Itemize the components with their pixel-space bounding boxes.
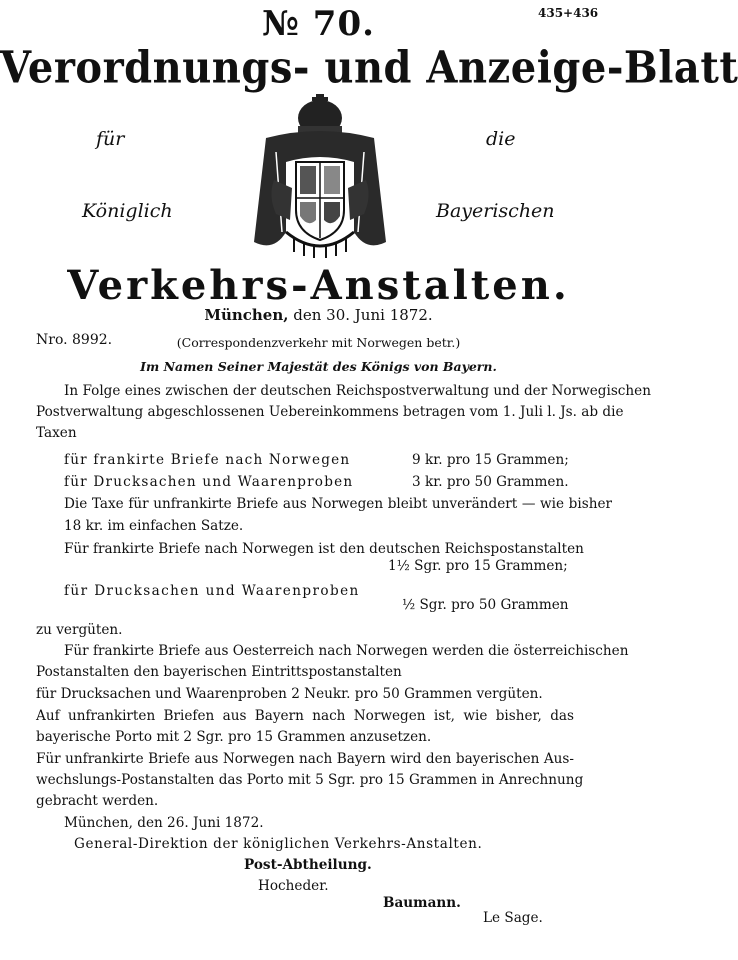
body-line: In Folge eines zwischen der deutschen Reichspostverwaltung und der Norwegischen xyxy=(64,383,651,399)
rate-label: für Drucksachen und Waarenproben xyxy=(64,474,354,490)
body-line: zu vergüten. xyxy=(36,622,123,638)
publication-title: Verordnungs- und Anzeige-Blatt xyxy=(0,41,738,94)
document-topic: (Correspondenzverkehr mit Norwegen betr.) xyxy=(176,335,461,350)
body-line: Die Taxe für unfrankirte Briefe aus Norwegen bleibt unverändert — wie bisher xyxy=(64,496,612,512)
rate-label: für Drucksachen und Waarenproben xyxy=(64,583,360,599)
body-line: 18 kr. im einfachen Satze. xyxy=(64,518,244,534)
signature-hocheder: Hocheder. xyxy=(258,878,329,894)
body-line: Postanstalten den bayerischen Eintrittspostanstalten xyxy=(36,664,402,680)
body-line: Für unfrankirte Briefe aus Norwegen nach Bayern wird den bayerischen Aus- xyxy=(36,751,574,767)
rate-label: für frankirte Briefe nach Norwegen xyxy=(64,452,351,468)
body-line: wechslungs-Postanstalten das Porto mit 5 Sgr. pro 15 Grammen in Anrechnung xyxy=(36,772,584,788)
rate-value: 1½ Sgr. pro 15 Grammen; xyxy=(388,558,568,574)
in-the-name-line: Im Namen Seiner Majestät des Königs von Bayern. xyxy=(140,359,497,374)
document-number: Nro. 8992. xyxy=(36,332,113,348)
body-line: Für frankirte Briefe aus Oesterreich nach Norwegen werden die österreichischen xyxy=(64,643,629,659)
title-word-koeniglich: Königlich xyxy=(82,200,173,222)
page-numbers: 435+436 xyxy=(538,6,599,20)
dateline-city: München, xyxy=(204,306,289,324)
dateline xyxy=(0,306,637,324)
rate-value: 3 kr. pro 50 Grammen. xyxy=(412,474,569,490)
body-line: bayerische Porto mit 2 Sgr. pro 15 Grammen anzusetzen. xyxy=(36,729,432,745)
issue-number: № 70. xyxy=(262,4,375,44)
body-line: Taxen xyxy=(36,425,77,441)
title-word-die: die xyxy=(486,128,516,150)
authority: General-Direktion der königlichen Verkehrs-Anstalten. xyxy=(74,836,483,852)
division: Post-Abtheilung. xyxy=(244,857,372,873)
title-word-fuer: für xyxy=(96,128,125,150)
signature-baumann: Baumann. xyxy=(383,895,461,911)
body-line: gebracht werden. xyxy=(36,793,159,809)
agency-title: Verkehrs-Anstalten. xyxy=(67,262,570,309)
title-word-bayerischen: Bayerischen xyxy=(436,200,555,222)
bavarian-coat-of-arms-icon xyxy=(246,92,394,260)
rate-value: ½ Sgr. pro 50 Grammen xyxy=(402,597,569,613)
dateline-date: den 30. Juni 1872. xyxy=(293,306,433,324)
place-date: München, den 26. Juni 1872. xyxy=(64,815,264,831)
body-line: Auf unfrankirten Briefen aus Bayern nach Norwegen ist, wie bisher, das xyxy=(36,708,574,724)
rate-value: 9 kr. pro 15 Grammen; xyxy=(412,452,569,468)
body-line: für Drucksachen und Waarenproben 2 Neukr. pro 50 Grammen vergüten. xyxy=(36,686,543,702)
signature-le-sage: Le Sage. xyxy=(483,910,543,926)
body-line: Für frankirte Briefe nach Norwegen ist den deutschen Reichspostanstalten xyxy=(64,541,584,557)
body-line: Postverwaltung abgeschlossenen Uebereinkommens betragen vom 1. Juli l. Js. ab die xyxy=(36,404,624,420)
